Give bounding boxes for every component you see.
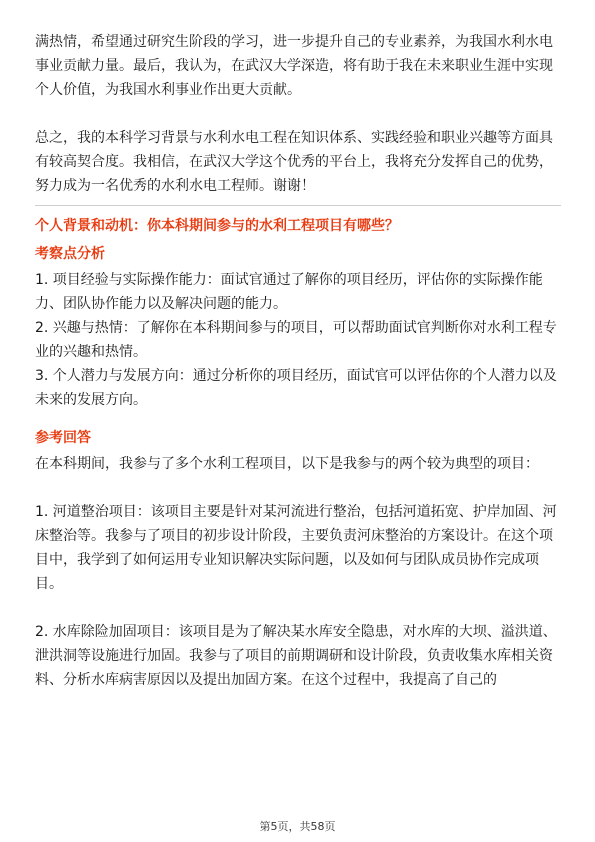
intro-paragraph-1: 满热情，希望通过研究生阶段的学习，进一步提升自己的专业素养，为我国水利水电事业贡献力量。最后，我认为，在武汉大学深造，将有助于我在未来职业生涯中实现个人价值，为我国水利事业作出更大贡献。	[35, 34, 553, 98]
analysis-heading: 考察点分析	[35, 246, 105, 262]
section-divider	[35, 205, 561, 206]
document-page	[35, 30, 561, 692]
analysis-point-3: 3. 个人潜力与发展方向：通过分析你的项目经历，面试官可以评估你的个人潜力以及未来的发展方向。	[35, 368, 557, 408]
intro-paragraph-2: 总之，我的本科学习背景与水利水电工程在知识体系、实践经验和职业兴趣等方面具有较高契合度。我相信，在武汉大学这个优秀的平台上，我将充分发挥自己的优势，努力成为一名优秀的水利水电工程师。谢谢！	[35, 130, 553, 194]
answer-item-2: 2. 水库除险加固项目：该项目是为了解决某水库安全隐患，对水库的大坝、溢洪道、泄洪洞等设施进行加固。我参与了项目的前期调研和设计阶段，负责收集水库相关资料、分析水库病害原因以及提出加固方案。在这个过程中，我提高了自己的	[35, 624, 557, 688]
answer-item-1: 1. 河道整治项目：该项目主要是针对某河流进行整治，包括河道拓宽、护岸加固、河床整治等。我参与了项目的初步设计阶段，主要负责河床整治的方案设计。在这个项目中，我学到了如何运用专业知识解决实际问题，以及如何与团队成员协作完成项目。	[35, 504, 557, 592]
page-footer: 第5页，共58页	[259, 820, 336, 833]
question-heading: 个人背景和动机：你本科期间参与的水利工程项目有哪些？	[35, 218, 399, 234]
analysis-point-1: 1. 项目经验与实际操作能力：面试官通过了解你的项目经历，评估你的实际操作能力、团队协作能力以及解决问题的能力。	[35, 272, 543, 312]
answer-lead: 在本科期间，我参与了多个水利工程项目，以下是我参与的两个较为典型的项目：	[35, 456, 539, 472]
answer-heading: 参考回答	[35, 430, 91, 446]
analysis-point-2: 2. 兴趣与热情：了解你在本科期间参与的项目，可以帮助面试官判断你对水利工程专业的兴趣和热情。	[35, 320, 557, 360]
